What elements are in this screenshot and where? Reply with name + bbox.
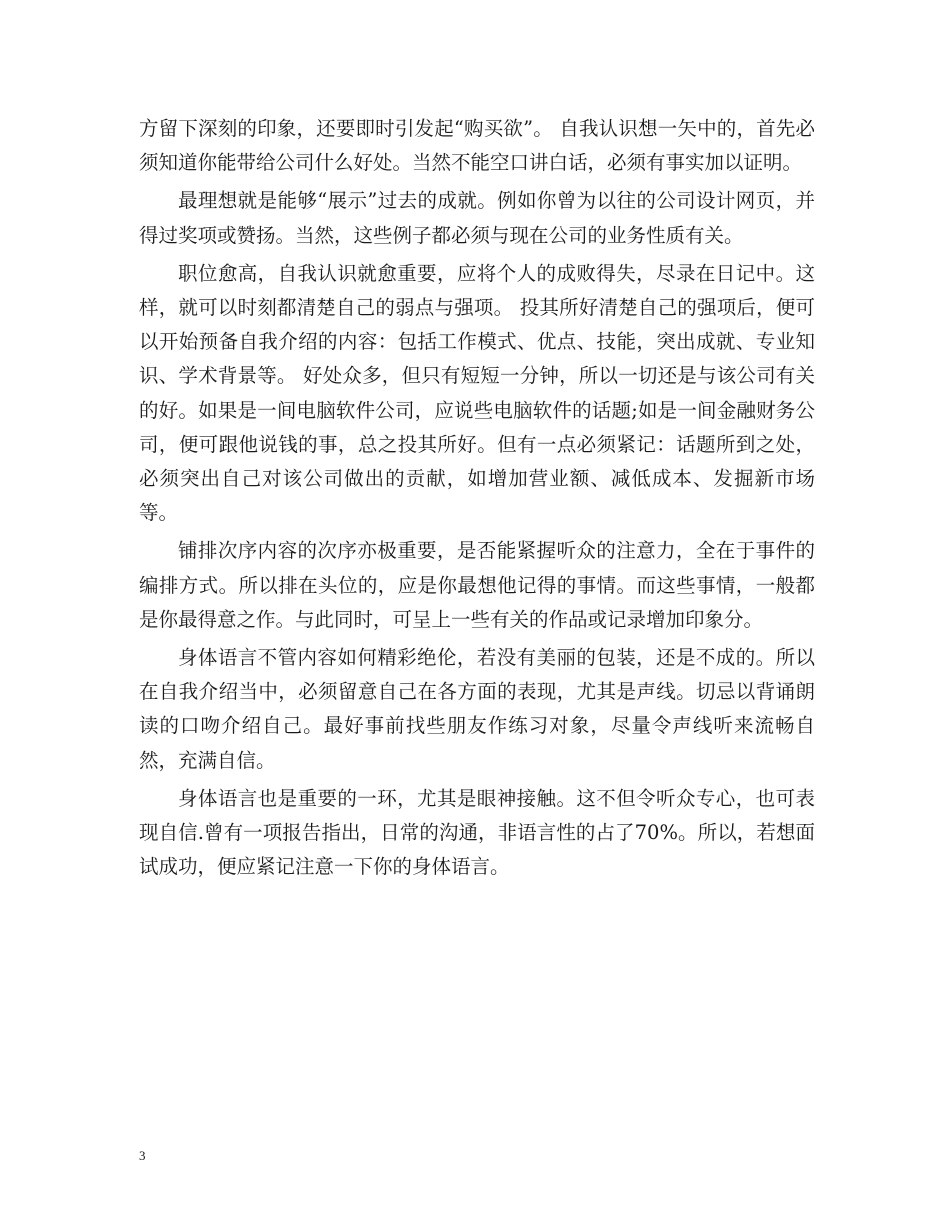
paragraph-6: 身体语言也是重要的一环，尤其是眼神接触。这不但令听众专心，也可表现自信.曾有一项报告指出，日常的沟通，非语言性的占了70%。所以，若想面试成功，便应紧记注意一下你的身体语言。 (139, 786, 815, 879)
document-body (139, 112, 815, 888)
paragraph-3: 职位愈高，自我认识就愈重要，应将个人的成败得失，尽录在日记中。这样，就可以时刻都清楚自己的弱点与强项。 投其所好清楚自己的强项后，便可以开始预备自我介绍的内容：包括工作模式、优点、技能，突出成就、专业知识、学术背景等。 好处众多，但只有短短一分钟，所以一切还是与该公司有关的好。如果是一间电脑软件公司，应说些电脑软件的话题;如是一间金融财务公司，便可跟他说钱的事，总之投其所好。但有一点必须紧记：话题所到之处，必须突出自己对该公司做出的贡献，如增加营业额、减低成本、发掘新市场等。 (139, 261, 815, 525)
paragraph-5: 身体语言不管内容如何精彩绝伦，若没有美丽的包装，还是不成的。所以在自我介绍当中，必须留意自己在各方面的表现，尤其是声线。切忌以背诵朗读的口吻介绍自己。最好事前找些朋友作练习对象，尽量令声线听来流畅自然，充满自信。 (139, 646, 815, 772)
paragraph-1: 方留下深刻的印象，还要即时引发起“购买欲”。 自我认识想一矢中的，首先必须知道你能带给公司什么好处。当然不能空口讲白话，必须有事实加以证明。 (139, 117, 815, 175)
paragraph-2: 最理想就是能够“展示”过去的成就。例如你曾为以往的公司设计网页，并得过奖项或赞扬。当然，这些例子都必须与现在公司的业务性质有关。 (139, 189, 815, 247)
page-number: 3 (139, 1148, 146, 1163)
paragraph-4: 铺排次序内容的次序亦极重要，是否能紧握听众的注意力，全在于事件的编排方式。所以排在头位的，应是你最想他记得的事情。而这些事情，一般都是你最得意之作。与此同时，可呈上一些有关的作品或记录增加印象分。 (139, 539, 815, 631)
